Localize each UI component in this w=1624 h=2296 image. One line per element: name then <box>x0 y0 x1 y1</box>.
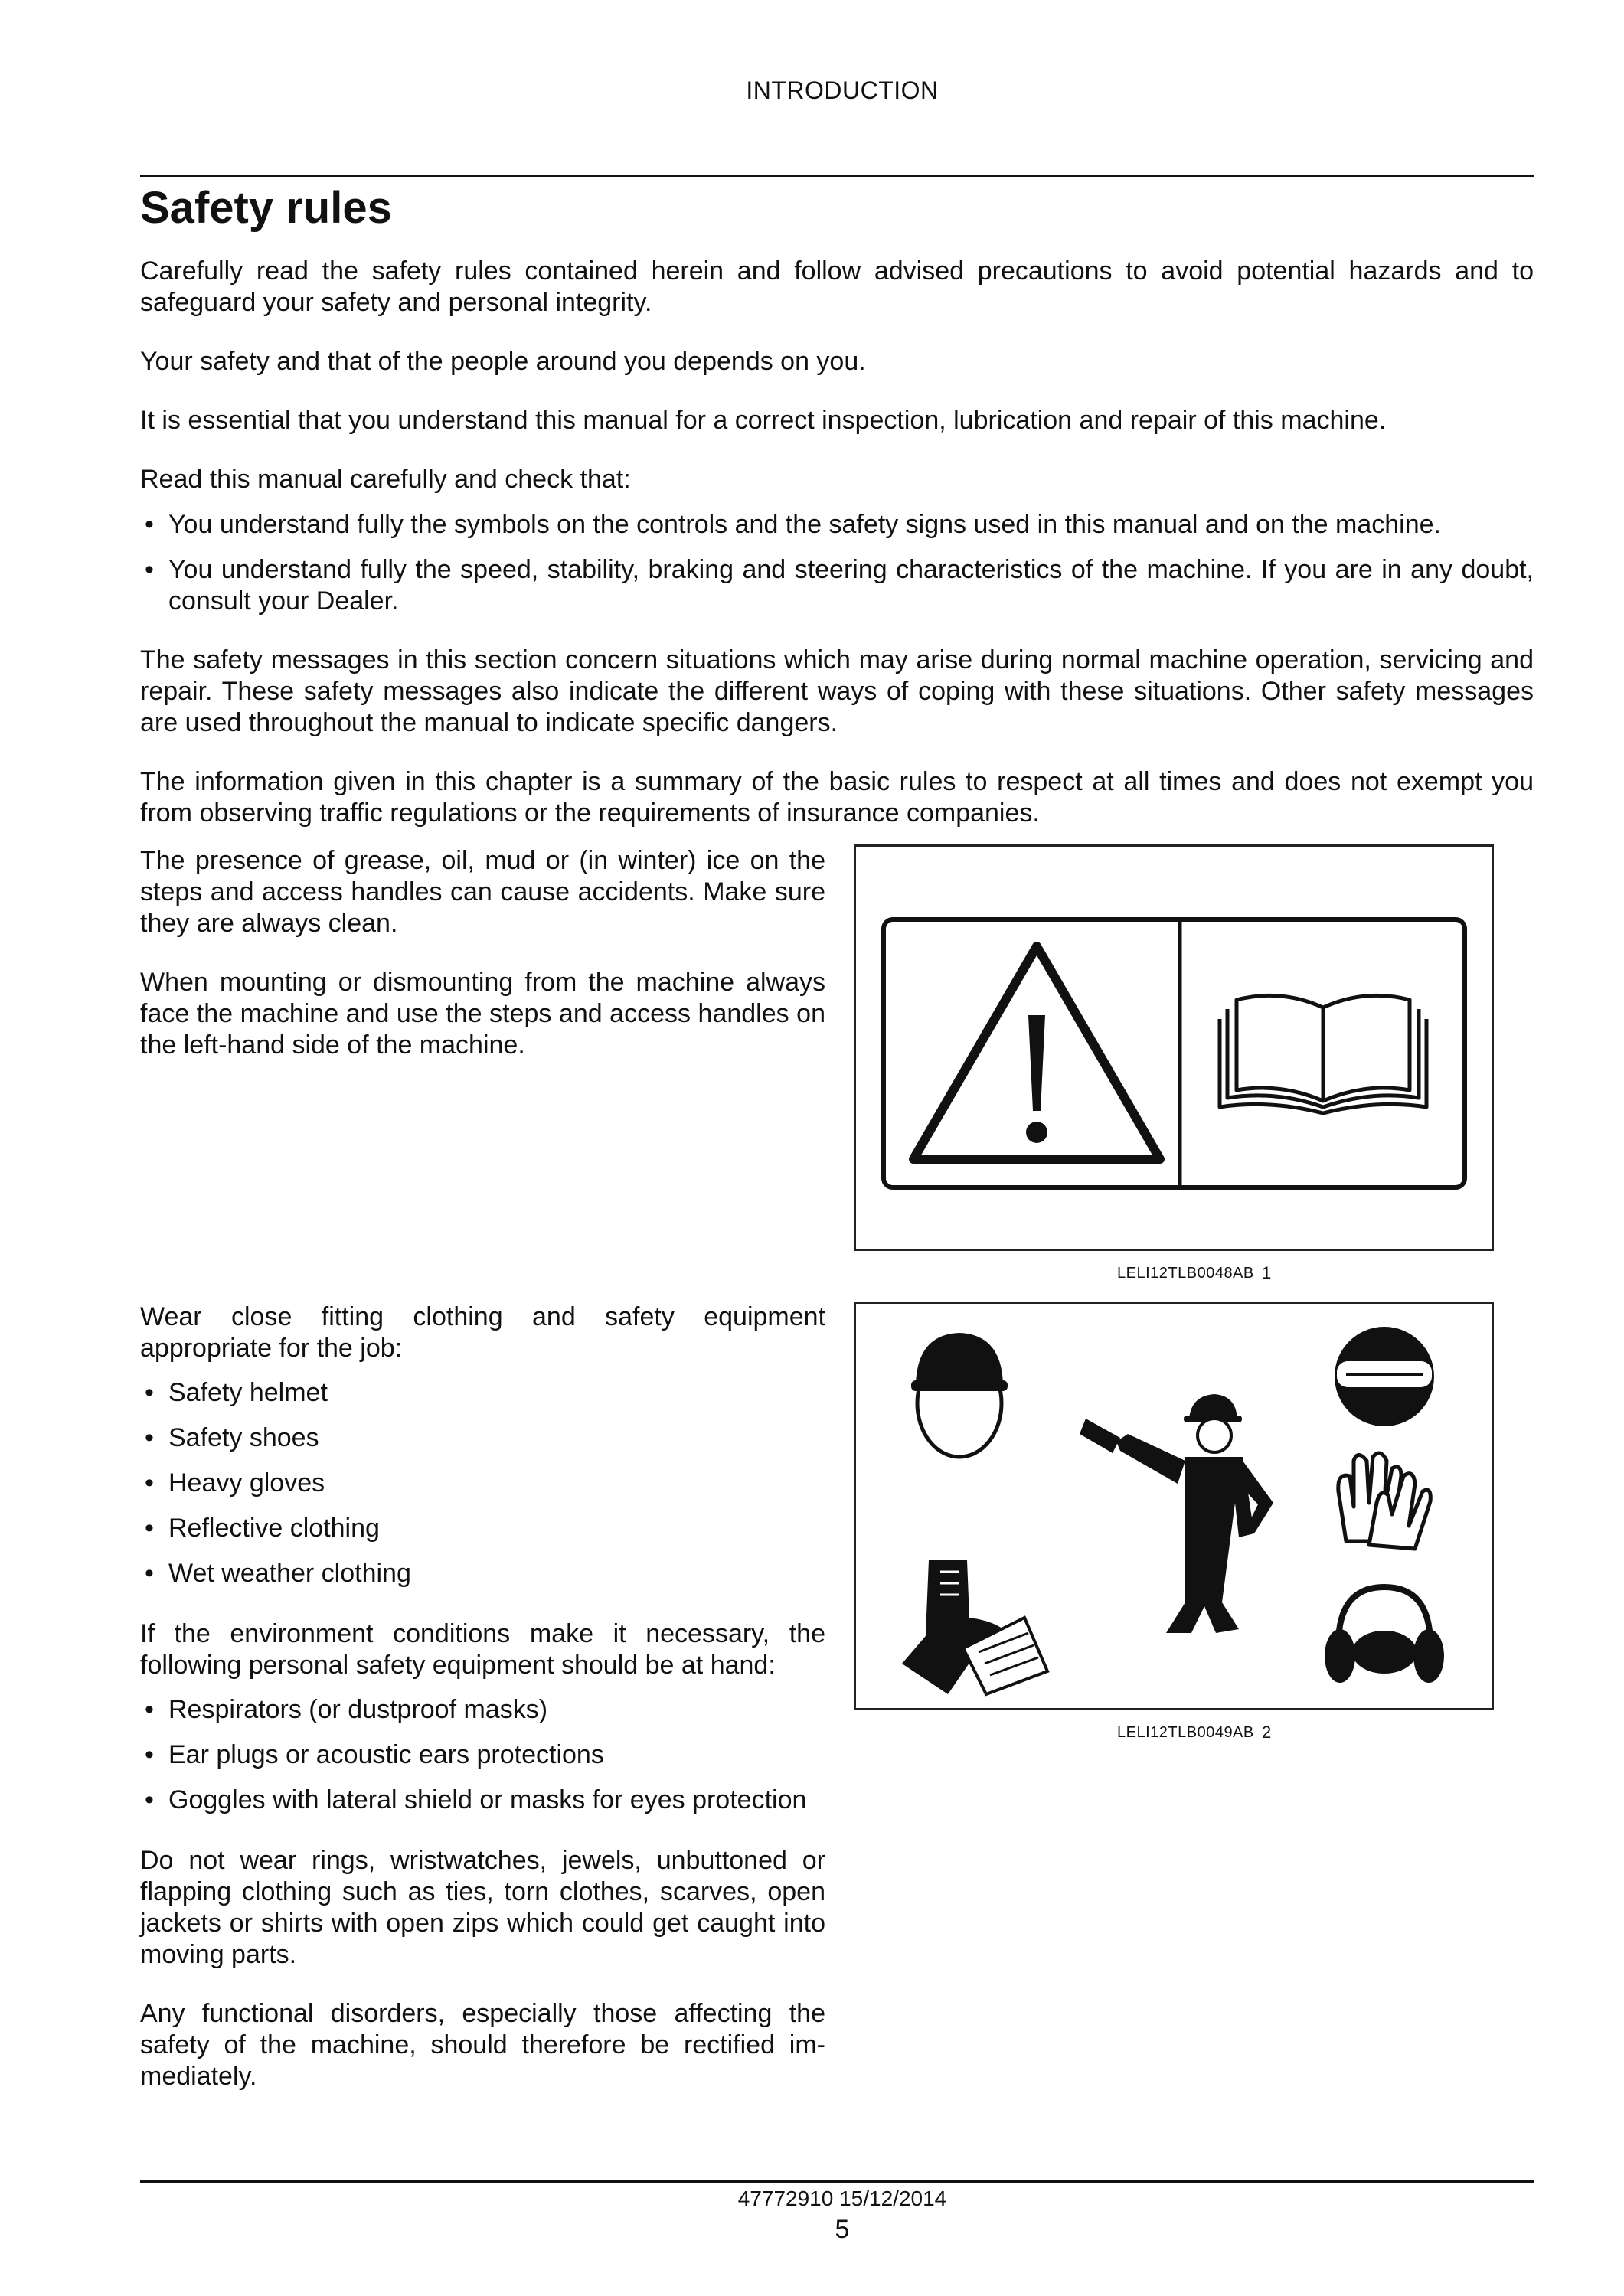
document-number: 47772910 15/12/2014 <box>737 2187 947 2210</box>
figure-1-code: LELI12TLB0048AB <box>1117 1265 1254 1282</box>
running-header: INTRODUCTION <box>746 77 939 104</box>
list-item: • Heavy gloves <box>140 1468 825 1499</box>
disorders-paragraph: Any functional disorders, especially those affecting the safety of the machine, should therefore be rectified im-mediately. <box>140 1999 825 2091</box>
figure-1 <box>854 844 1494 1251</box>
ear-protection-icon <box>1325 1587 1444 1683</box>
gloves-icon <box>1338 1453 1430 1549</box>
figure-2-code: LELI12TLB0049AB <box>1117 1724 1254 1741</box>
page-title: Safety rules <box>140 183 392 233</box>
figure-2 <box>854 1302 1494 1710</box>
mounting-paragraph: When mounting or dismounting from the machine always face the machine and use the steps and access handles on the left-hand side of the machine. <box>140 968 825 1060</box>
page-number: 5 <box>835 2215 850 2244</box>
check-list <box>140 509 1534 617</box>
intro-paragraph-4: Read this manual carefully and check that: <box>140 465 631 494</box>
clothing-list <box>140 1377 825 1589</box>
worker-icon <box>1080 1394 1273 1633</box>
intro-paragraph-3: It is essential that you understand this manual for a correct inspection, lubrication and repair of this machine. <box>140 406 1387 435</box>
intro-paragraph-2: Your safety and that of the people around you depends on you. <box>140 347 866 376</box>
list-item: • You understand fully the speed, stability, braking and steering characteristics of the machine. If you are in any doubt, consult your Dealer. <box>140 554 1534 617</box>
intro-paragraph-1: Carefully read the safety rules contained herein and follow advised precautions to avoid potential hazards and to safeguard your safety and personal integrity. <box>140 256 1534 317</box>
clothing-intro: Wear close fitting clothing and safety equipment appropriate for the job: <box>140 1302 825 1363</box>
grease-paragraph: The presence of grease, oil, mud or (in winter) ice on the steps and access handles can cause accidents. Make sure they are always clean. <box>140 846 825 938</box>
environment-list <box>140 1694 825 1816</box>
list-item: • Reflective clothing <box>140 1513 825 1544</box>
insurance-paragraph: The information given in this chapter is a summary of the basic rules to respect at all times and does not exempt you from observing traffic regulations or the requirements of insurance companies. <box>140 767 1534 828</box>
list-item: • Ear plugs or acoustic ears protections <box>140 1739 825 1771</box>
list-item: • Goggles with lateral shield or masks for eyes protection <box>140 1785 825 1816</box>
environment-intro: If the environment conditions make it necessary, the following personal safety equipment should be at hand: <box>140 1619 825 1680</box>
header-rule <box>140 175 1534 177</box>
safety-sign <box>856 847 1492 1249</box>
footer-rule <box>140 2180 1534 2183</box>
list-item: • Wet weather clothing <box>140 1558 825 1589</box>
ppe-illustration <box>856 1304 1492 1708</box>
list-item: • Respirators (or dustproof masks) <box>140 1694 825 1726</box>
list-item: • You understand fully the symbols on the controls and the safety signs used in this manual and on the machine. <box>140 509 1534 541</box>
goggles-mask-icon <box>1335 1327 1434 1426</box>
list-item: • Safety helmet <box>140 1377 825 1409</box>
messages-paragraph: The safety messages in this section concern situations which may arise during normal machine operation, servicing and repair. These safety messages also indicate the different ways of coping with these situations. Other safety messages are used throughout the manual to indicate specific dangers. <box>140 645 1534 737</box>
helmet-icon <box>911 1333 1008 1457</box>
figure-1-number: 1 <box>1262 1263 1272 1282</box>
figure-2-number: 2 <box>1262 1723 1272 1742</box>
rings-paragraph: Do not wear rings, wristwatches, jewels, unbuttoned or flapping clothing such as ties, torn clothes, scarves, open jackets or shirts with open zips which could get caught into moving parts. <box>140 1846 825 1969</box>
list-item: • Safety shoes <box>140 1422 825 1454</box>
